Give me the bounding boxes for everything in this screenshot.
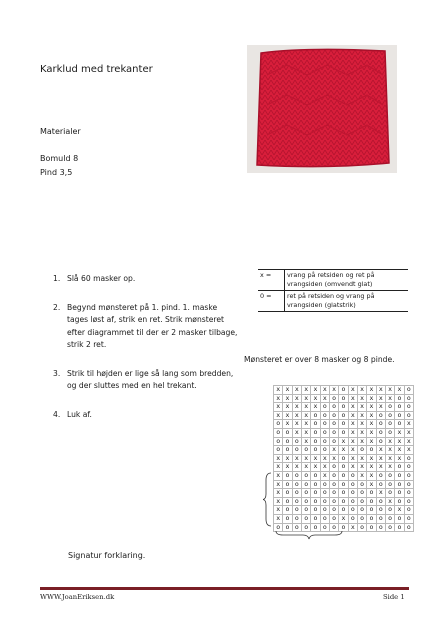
pattern-cell: o bbox=[283, 446, 292, 455]
pattern-cell: o bbox=[357, 480, 366, 489]
pattern-cell: o bbox=[339, 471, 348, 480]
pattern-cell: o bbox=[311, 489, 320, 498]
pattern-cell: x bbox=[404, 428, 413, 437]
pattern-cell: o bbox=[367, 506, 376, 515]
pattern-cell: o bbox=[311, 497, 320, 506]
pattern-cell: o bbox=[283, 523, 292, 532]
pattern-cell: x bbox=[274, 463, 283, 472]
pattern-cell: x bbox=[329, 446, 338, 455]
pattern-cell: x bbox=[301, 437, 310, 446]
row-repeat-brace bbox=[263, 472, 272, 527]
pattern-cell: x bbox=[301, 420, 310, 429]
pattern-cell: x bbox=[348, 437, 357, 446]
pattern-cell: x bbox=[274, 497, 283, 506]
pattern-cell: x bbox=[292, 394, 301, 403]
pattern-cell: x bbox=[311, 463, 320, 472]
footer-website: WWW.JoanEriksen.dk bbox=[40, 593, 115, 601]
pattern-cell: x bbox=[274, 394, 283, 403]
pattern-cell: o bbox=[320, 428, 329, 437]
pattern-cell: o bbox=[283, 480, 292, 489]
pattern-cell: o bbox=[283, 514, 292, 523]
pattern-cell: x bbox=[376, 386, 385, 395]
pattern-cell: x bbox=[376, 446, 385, 455]
step-item: 1. Slå 60 masker op. bbox=[53, 273, 238, 286]
pattern-cell: o bbox=[395, 523, 404, 532]
pattern-cell: o bbox=[339, 403, 348, 412]
pattern-cell: o bbox=[301, 497, 310, 506]
pattern-cell: x bbox=[301, 394, 310, 403]
pattern-cell: x bbox=[357, 428, 366, 437]
pattern-cell: o bbox=[311, 428, 320, 437]
pattern-cell: x bbox=[292, 463, 301, 472]
pattern-cell: o bbox=[357, 506, 366, 515]
pattern-cell: o bbox=[404, 480, 413, 489]
pattern-cell: x bbox=[357, 403, 366, 412]
pattern-cell: o bbox=[320, 489, 329, 498]
pattern-cell: o bbox=[301, 489, 310, 498]
pattern-cell: x bbox=[367, 454, 376, 463]
pattern-cell: o bbox=[339, 497, 348, 506]
legend-row bbox=[258, 291, 408, 312]
pattern-cell: o bbox=[385, 480, 394, 489]
pattern-cell: o bbox=[339, 428, 348, 437]
pattern-row bbox=[274, 403, 414, 412]
pattern-cell: x bbox=[385, 386, 394, 395]
pattern-cell: o bbox=[404, 523, 413, 532]
pattern-cell: o bbox=[395, 489, 404, 498]
pattern-cell: o bbox=[395, 480, 404, 489]
pattern-cell: o bbox=[292, 514, 301, 523]
footer-divider bbox=[40, 587, 409, 590]
pattern-cell: o bbox=[320, 437, 329, 446]
signature-label: Signatur forklaring. bbox=[68, 551, 146, 560]
pattern-cell: x bbox=[348, 454, 357, 463]
pattern-cell: x bbox=[292, 428, 301, 437]
pattern-cell: x bbox=[274, 411, 283, 420]
pattern-cell: x bbox=[357, 454, 366, 463]
pattern-cell: o bbox=[385, 420, 394, 429]
pattern-cell: o bbox=[292, 446, 301, 455]
pattern-cell: x bbox=[301, 411, 310, 420]
pattern-cell: o bbox=[367, 497, 376, 506]
pattern-cell: x bbox=[292, 386, 301, 395]
pattern-cell: o bbox=[376, 437, 385, 446]
pattern-cell: x bbox=[395, 454, 404, 463]
pattern-cell: o bbox=[329, 411, 338, 420]
pattern-cell: x bbox=[283, 454, 292, 463]
pattern-cell: o bbox=[301, 523, 310, 532]
pattern-cell: o bbox=[329, 394, 338, 403]
pattern-cell: x bbox=[301, 454, 310, 463]
pattern-cell: o bbox=[274, 523, 283, 532]
pattern-cell: o bbox=[292, 437, 301, 446]
pattern-cell: x bbox=[395, 506, 404, 515]
pattern-cell: x bbox=[367, 480, 376, 489]
pattern-cell: o bbox=[357, 497, 366, 506]
legend-symbol: x = bbox=[258, 270, 285, 291]
pattern-cell: o bbox=[367, 446, 376, 455]
pattern-cell: o bbox=[329, 523, 338, 532]
pattern-cell: o bbox=[283, 497, 292, 506]
page-title: Karklud med trekanter bbox=[40, 64, 153, 75]
pattern-cell: o bbox=[301, 471, 310, 480]
pattern-row bbox=[274, 489, 414, 498]
pattern-cell: o bbox=[329, 480, 338, 489]
pattern-cell: x bbox=[357, 463, 366, 472]
pattern-cell: x bbox=[283, 463, 292, 472]
step-item: 2. Begynd mønsteret på 1. pind. 1. maske tages løst af, strik en ret. Strik mønsteret efter diagrammet til der er 2 masker tilbage, strik 2 ret. bbox=[53, 302, 238, 352]
pattern-cell: o bbox=[339, 454, 348, 463]
pattern-cell: o bbox=[376, 497, 385, 506]
dishcloth-photo bbox=[247, 45, 397, 173]
pattern-cell: o bbox=[385, 523, 394, 532]
material-yarn: Bomuld 8 bbox=[40, 154, 79, 163]
pattern-cell: x bbox=[385, 497, 394, 506]
pattern-cell: x bbox=[274, 480, 283, 489]
pattern-cell: o bbox=[311, 506, 320, 515]
pattern-cell: o bbox=[292, 489, 301, 498]
pattern-cell: o bbox=[348, 514, 357, 523]
pattern-cell: x bbox=[292, 411, 301, 420]
pattern-cell: o bbox=[367, 514, 376, 523]
pattern-cell: x bbox=[311, 403, 320, 412]
pattern-cell: o bbox=[376, 411, 385, 420]
pattern-cell: x bbox=[348, 463, 357, 472]
pattern-cell: o bbox=[367, 489, 376, 498]
pattern-cell: o bbox=[348, 497, 357, 506]
pattern-cell: x bbox=[311, 394, 320, 403]
pattern-cell: o bbox=[283, 437, 292, 446]
pattern-cell: x bbox=[274, 514, 283, 523]
pattern-note: Mønsteret er over 8 masker og 8 pinde. bbox=[244, 355, 395, 364]
pattern-cell: o bbox=[320, 506, 329, 515]
pattern-cell: o bbox=[292, 523, 301, 532]
pattern-cell: o bbox=[404, 514, 413, 523]
pattern-cell: o bbox=[329, 471, 338, 480]
pattern-cell: o bbox=[329, 428, 338, 437]
pattern-cell: x bbox=[376, 403, 385, 412]
pattern-cell: o bbox=[320, 420, 329, 429]
pattern-cell: o bbox=[311, 437, 320, 446]
pattern-cell: o bbox=[385, 514, 394, 523]
pattern-cell: x bbox=[376, 489, 385, 498]
pattern-cell: o bbox=[404, 386, 413, 395]
pattern-cell: x bbox=[283, 420, 292, 429]
pattern-cell: x bbox=[348, 411, 357, 420]
pattern-grid bbox=[273, 385, 414, 532]
legend-text: vrang på retsiden og ret på vrangsiden (omvendt glat) bbox=[285, 270, 409, 291]
pattern-row bbox=[274, 446, 414, 455]
pattern-cell: x bbox=[367, 386, 376, 395]
instruction-list bbox=[53, 273, 238, 437]
pattern-cell: x bbox=[357, 420, 366, 429]
pattern-cell: o bbox=[320, 446, 329, 455]
pattern-cell: x bbox=[339, 437, 348, 446]
pattern-cell: o bbox=[348, 471, 357, 480]
pattern-cell: o bbox=[385, 471, 394, 480]
step-item: 3. Strik til højden er lige så lang som bredden, og der sluttes med en hel trekant. bbox=[53, 368, 238, 393]
pattern-cell: o bbox=[357, 523, 366, 532]
pattern-cell: o bbox=[357, 489, 366, 498]
pattern-cell: o bbox=[404, 489, 413, 498]
pattern-cell: o bbox=[301, 514, 310, 523]
pattern-cell: o bbox=[311, 420, 320, 429]
pattern-cell: x bbox=[376, 454, 385, 463]
pattern-cell: o bbox=[329, 497, 338, 506]
pattern-row bbox=[274, 471, 414, 480]
material-needle: Pind 3,5 bbox=[40, 168, 73, 177]
footer-page-number: Side 1 bbox=[383, 593, 405, 601]
pattern-cell: o bbox=[385, 506, 394, 515]
pattern-cell: o bbox=[283, 489, 292, 498]
pattern-cell: o bbox=[311, 523, 320, 532]
pattern-cell: x bbox=[339, 446, 348, 455]
pattern-cell: x bbox=[348, 420, 357, 429]
pattern-cell: o bbox=[395, 403, 404, 412]
pattern-cell: o bbox=[348, 489, 357, 498]
pattern-cell: o bbox=[320, 514, 329, 523]
pattern-cell: o bbox=[395, 471, 404, 480]
pattern-cell: o bbox=[404, 411, 413, 420]
pattern-cell: x bbox=[404, 446, 413, 455]
materials-heading: Materialer bbox=[40, 127, 81, 136]
pattern-cell: x bbox=[357, 471, 366, 480]
pattern-cell: o bbox=[339, 411, 348, 420]
pattern-cell: x bbox=[385, 454, 394, 463]
pattern-cell: o bbox=[404, 471, 413, 480]
pattern-cell: x bbox=[348, 523, 357, 532]
pattern-row bbox=[274, 428, 414, 437]
pattern-cell: x bbox=[367, 463, 376, 472]
pattern-cell: o bbox=[320, 497, 329, 506]
pattern-cell: x bbox=[320, 394, 329, 403]
step-item: 4. Luk af. bbox=[53, 409, 238, 422]
pattern-cell: o bbox=[311, 480, 320, 489]
pattern-cell: o bbox=[329, 403, 338, 412]
pattern-cell: x bbox=[283, 411, 292, 420]
pattern-cell: x bbox=[348, 446, 357, 455]
pattern-cell: o bbox=[404, 454, 413, 463]
pattern-cell: x bbox=[320, 454, 329, 463]
pattern-cell: o bbox=[339, 489, 348, 498]
pattern-cell: x bbox=[283, 394, 292, 403]
pattern-cell: x bbox=[357, 386, 366, 395]
pattern-cell: o bbox=[404, 394, 413, 403]
pattern-cell: x bbox=[283, 386, 292, 395]
pattern-cell: o bbox=[339, 480, 348, 489]
pattern-cell: x bbox=[367, 403, 376, 412]
pattern-cell: o bbox=[320, 523, 329, 532]
pattern-cell: x bbox=[283, 403, 292, 412]
step-text: Begynd mønsteret på 1. pind. 1. maske tages løst af, strik en ret. Strik mønsteret efter diagrammet til der er 2 masker tilbage, strik 2 ret. bbox=[67, 302, 238, 349]
pattern-cell: o bbox=[339, 523, 348, 532]
pattern-cell: x bbox=[274, 489, 283, 498]
pattern-cell: o bbox=[376, 471, 385, 480]
pattern-cell: o bbox=[376, 514, 385, 523]
pattern-cell: o bbox=[329, 489, 338, 498]
pattern-cell: o bbox=[357, 514, 366, 523]
pattern-cell: x bbox=[367, 437, 376, 446]
pattern-cell: x bbox=[339, 514, 348, 523]
pattern-cell: o bbox=[339, 463, 348, 472]
legend-symbol: 0 = bbox=[258, 291, 285, 312]
pattern-cell: o bbox=[283, 506, 292, 515]
pattern-cell: o bbox=[274, 420, 283, 429]
pattern-cell: x bbox=[367, 428, 376, 437]
pattern-cell: x bbox=[376, 394, 385, 403]
pattern-cell: o bbox=[320, 403, 329, 412]
pattern-cell: x bbox=[357, 394, 366, 403]
pattern-cell: o bbox=[376, 428, 385, 437]
step-text: Strik til højden er lige så lang som bredden, og der sluttes med en hel trekant. bbox=[67, 368, 234, 390]
pattern-cell: o bbox=[376, 420, 385, 429]
pattern-cell: x bbox=[404, 437, 413, 446]
pattern-cell: x bbox=[385, 394, 394, 403]
pattern-cell: x bbox=[301, 463, 310, 472]
pattern-cell: x bbox=[320, 386, 329, 395]
pattern-cell: o bbox=[395, 463, 404, 472]
pattern-cell: o bbox=[320, 411, 329, 420]
pattern-cell: o bbox=[329, 420, 338, 429]
pattern-cell: o bbox=[329, 514, 338, 523]
pattern-cell: o bbox=[320, 480, 329, 489]
pattern-cell: o bbox=[311, 514, 320, 523]
pattern-row bbox=[274, 386, 414, 395]
pattern-cell: x bbox=[274, 403, 283, 412]
pattern-cell: o bbox=[292, 506, 301, 515]
pattern-cell: o bbox=[404, 497, 413, 506]
pattern-cell: x bbox=[329, 454, 338, 463]
pattern-cell: x bbox=[367, 420, 376, 429]
pattern-cell: x bbox=[274, 471, 283, 480]
pattern-cell: o bbox=[385, 403, 394, 412]
pattern-cell: o bbox=[329, 437, 338, 446]
pattern-cell: o bbox=[274, 446, 283, 455]
pattern-cell: o bbox=[283, 428, 292, 437]
pattern-cell: o bbox=[274, 437, 283, 446]
pattern-cell: o bbox=[395, 497, 404, 506]
pattern-cell: o bbox=[385, 428, 394, 437]
pattern-cell: o bbox=[311, 411, 320, 420]
pattern-cell: o bbox=[376, 506, 385, 515]
pattern-cell: x bbox=[357, 437, 366, 446]
legend-text: ret på retsiden og vrang på vrangsiden (glatstrik) bbox=[285, 291, 409, 312]
pattern-cell: o bbox=[292, 497, 301, 506]
pattern-cell: x bbox=[376, 463, 385, 472]
pattern-cell: o bbox=[376, 523, 385, 532]
pattern-cell: o bbox=[301, 506, 310, 515]
pattern-cell: o bbox=[376, 480, 385, 489]
symbol-legend-table bbox=[258, 269, 408, 312]
pattern-cell: o bbox=[404, 463, 413, 472]
pattern-cell: o bbox=[395, 394, 404, 403]
pattern-cell: o bbox=[339, 506, 348, 515]
pattern-cell: x bbox=[395, 428, 404, 437]
pattern-cell: x bbox=[348, 428, 357, 437]
pattern-chart bbox=[273, 385, 414, 531]
pattern-cell: x bbox=[301, 403, 310, 412]
pattern-cell: o bbox=[311, 446, 320, 455]
pattern-cell: x bbox=[348, 403, 357, 412]
pattern-cell: o bbox=[395, 514, 404, 523]
pattern-cell: o bbox=[311, 471, 320, 480]
pattern-cell: x bbox=[329, 386, 338, 395]
pattern-cell: o bbox=[301, 446, 310, 455]
pattern-cell: o bbox=[329, 506, 338, 515]
pattern-cell: o bbox=[292, 471, 301, 480]
pattern-cell: x bbox=[367, 471, 376, 480]
pattern-cell: o bbox=[348, 480, 357, 489]
pattern-cell: x bbox=[301, 428, 310, 437]
pattern-cell: x bbox=[367, 411, 376, 420]
pattern-cell: o bbox=[357, 446, 366, 455]
pattern-cell: o bbox=[395, 420, 404, 429]
pattern-cell: x bbox=[367, 394, 376, 403]
pattern-cell: x bbox=[311, 454, 320, 463]
pattern-cell: x bbox=[404, 420, 413, 429]
pattern-cell: o bbox=[292, 480, 301, 489]
pattern-cell: o bbox=[385, 489, 394, 498]
pattern-cell: o bbox=[283, 471, 292, 480]
pattern-cell: x bbox=[348, 386, 357, 395]
pattern-cell: o bbox=[348, 506, 357, 515]
pattern-cell: x bbox=[395, 386, 404, 395]
pattern-cell: x bbox=[274, 386, 283, 395]
pattern-cell: o bbox=[339, 420, 348, 429]
pattern-cell: o bbox=[367, 523, 376, 532]
pattern-cell: x bbox=[292, 403, 301, 412]
pattern-cell: o bbox=[329, 463, 338, 472]
legend-row bbox=[258, 270, 408, 291]
pattern-row bbox=[274, 514, 414, 523]
pattern-cell: x bbox=[311, 386, 320, 395]
pattern-cell: x bbox=[348, 394, 357, 403]
pattern-cell: o bbox=[339, 386, 348, 395]
pattern-cell: x bbox=[385, 446, 394, 455]
step-text: Slå 60 masker op. bbox=[67, 274, 136, 283]
pattern-cell: x bbox=[292, 454, 301, 463]
pattern-cell: x bbox=[301, 386, 310, 395]
pattern-cell: x bbox=[274, 506, 283, 515]
pattern-cell: o bbox=[339, 394, 348, 403]
pattern-cell: x bbox=[274, 454, 283, 463]
stitch-repeat-brace bbox=[275, 530, 343, 540]
pattern-cell: o bbox=[404, 403, 413, 412]
pattern-cell: o bbox=[385, 411, 394, 420]
pattern-cell: o bbox=[395, 411, 404, 420]
pattern-cell: x bbox=[395, 437, 404, 446]
pattern-cell: x bbox=[385, 463, 394, 472]
pattern-cell: x bbox=[357, 411, 366, 420]
pattern-cell: o bbox=[404, 506, 413, 515]
pattern-cell: x bbox=[395, 446, 404, 455]
pattern-cell: x bbox=[320, 471, 329, 480]
pattern-cell: o bbox=[274, 428, 283, 437]
pattern-cell: x bbox=[385, 437, 394, 446]
pattern-cell: x bbox=[292, 420, 301, 429]
pattern-cell: o bbox=[301, 480, 310, 489]
pattern-cell: x bbox=[320, 463, 329, 472]
step-text: Luk af. bbox=[67, 409, 92, 419]
